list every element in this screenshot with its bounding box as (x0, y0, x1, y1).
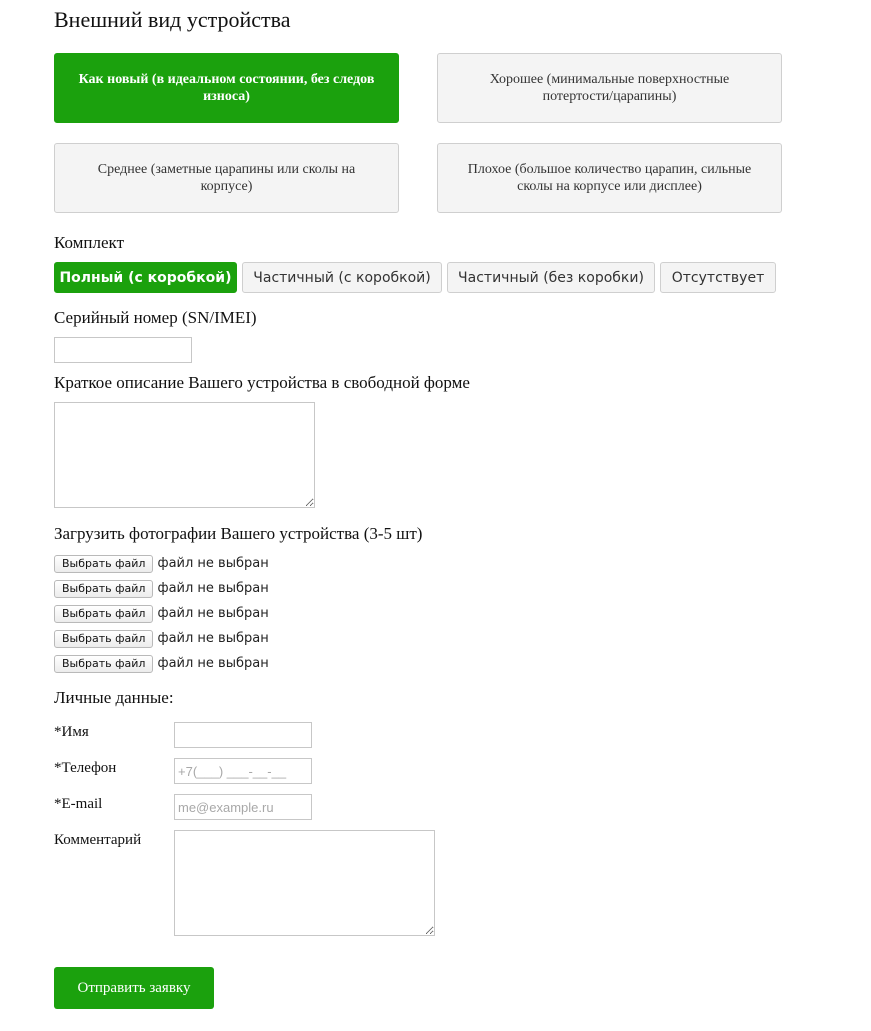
file-input-row (54, 654, 269, 673)
condition-option-good[interactable] (437, 53, 782, 123)
comment-textarea[interactable] (174, 830, 435, 936)
file-status-text: файл не выбран (157, 656, 269, 671)
name-input[interactable] (174, 722, 312, 748)
kit-option-label: Полный (с коробкой) (59, 269, 232, 286)
kit-option-partial-no-box[interactable] (447, 262, 655, 293)
condition-option-like-new[interactable] (54, 53, 399, 123)
choose-file-button[interactable]: Выбрать файл (54, 655, 153, 673)
description-label: Краткое описание Вашего устройства в свободной форме (54, 373, 470, 392)
file-input-row (54, 629, 269, 648)
name-label: *Имя (54, 724, 89, 740)
kit-option-label: Частичный (без коробки) (458, 269, 644, 286)
choose-file-button[interactable]: Выбрать файл (54, 555, 153, 573)
file-status-text: файл не выбран (157, 556, 269, 571)
choose-file-button[interactable]: Выбрать файл (54, 580, 153, 598)
kit-option-partial-box[interactable] (242, 262, 442, 293)
condition-option-label: Плохое (большое количество царапин, сильные сколы на корпусе или дисплее) (467, 162, 752, 194)
file-status-text: файл не выбран (157, 631, 269, 646)
kit-option-none[interactable] (660, 262, 776, 293)
file-status-text: файл не выбран (157, 581, 269, 596)
file-input-row (54, 554, 269, 573)
condition-option-bad[interactable] (437, 143, 782, 213)
submit-button-label: Отправить заявку (77, 979, 191, 996)
file-status-text: файл не выбран (157, 606, 269, 621)
kit-label: Комплект (54, 233, 125, 252)
file-input-row (54, 604, 269, 623)
appearance-title: Внешний вид устройства (54, 7, 291, 32)
condition-option-label: Хорошее (минимальные поверхностные потертости/царапины) (489, 72, 730, 104)
file-input-row (54, 579, 269, 598)
personal-data-label: Личные данные: (54, 688, 174, 707)
condition-option-label: Среднее (заметные царапины или сколы на корпусе) (97, 162, 356, 194)
kit-option-label: Частичный (с коробкой) (253, 269, 431, 286)
email-label: *E-mail (54, 796, 103, 812)
photos-label: Загрузить фотографии Вашего устройства (3-5 шт) (54, 524, 423, 543)
serial-label: Серийный номер (SN/IMEI) (54, 308, 257, 327)
description-textarea[interactable] (54, 402, 315, 508)
condition-option-average[interactable] (54, 143, 399, 213)
phone-label: *Телефон (54, 760, 117, 776)
email-input[interactable] (174, 794, 312, 820)
comment-label: Комментарий (54, 832, 142, 848)
kit-option-full-box[interactable] (54, 262, 237, 293)
submit-request-button[interactable] (54, 967, 214, 1009)
kit-option-label: Отсутствует (671, 269, 765, 286)
phone-input[interactable] (174, 758, 312, 784)
choose-file-button[interactable]: Выбрать файл (54, 630, 153, 648)
serial-input[interactable] (54, 337, 192, 363)
condition-option-label: Как новый (в идеальном состоянии, без следов износа) (78, 72, 375, 104)
choose-file-button[interactable]: Выбрать файл (54, 605, 153, 623)
